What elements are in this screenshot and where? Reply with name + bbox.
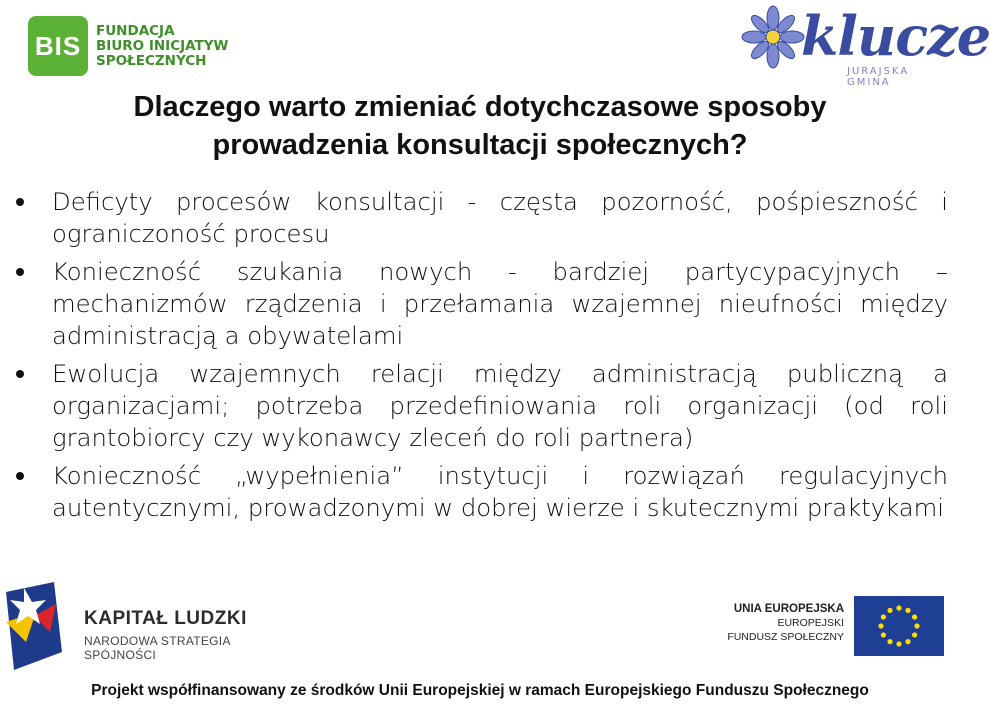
bullet-dot-icon (16, 268, 24, 276)
slide-title (60, 88, 900, 164)
bullet-item (16, 460, 948, 524)
kapital-ludzki-logo (6, 582, 296, 672)
eu-logo-text (704, 602, 844, 644)
bullet-text: Konieczność „wypełnienia” instytucji i rozwiązań regulacyjnych autentycznymi, prowadzonymi w dobrej wierze i skutecznymi praktykami (52, 461, 948, 522)
bis-logo-line-2: BIURO INICJATYW (96, 37, 229, 54)
eu-fund-line-1: EUROPEJSKI (777, 617, 844, 629)
bullet-text: Ewolucja wzajemnych relacji między administracją publiczną a organizacjami; potrzeba przedefiniowania roli organizacji (od roli grantobiorcy czy wykonawcy zleceń do roli partnera) (52, 359, 948, 452)
klucze-gmina-logo (743, 2, 990, 88)
kapital-ludzki-name: KAPITAŁ LUDZKI (84, 608, 247, 629)
eu-union-label: UNIA EUROPEJSKA (733, 603, 844, 615)
bis-logo-mark: BIS (28, 16, 88, 76)
slide-title-line-2: prowadzenia konsultacji społecznych? (212, 129, 748, 161)
footer-cofinancing-note: Projekt współfinansowany ze środków Unii Europejskiej w ramach Europejskiego Funduszu Społecznego (91, 682, 869, 699)
bullet-item (16, 186, 948, 250)
flower-icon (743, 6, 803, 68)
bullet-text: Deficyty procesów konsultacji - częsta pozorność, pośpieszność i ograniczoność procesu (52, 187, 948, 248)
bullet-item (16, 358, 948, 454)
bullet-item (16, 256, 948, 352)
bullet-list (16, 186, 948, 530)
bis-logo-text (96, 24, 228, 69)
bis-foundation-logo (28, 16, 228, 76)
bullet-dot-icon (16, 370, 24, 378)
klucze-subtitle: JURAJSKA GMINA (847, 66, 910, 88)
eu-social-fund-logo (704, 594, 946, 668)
kapital-ludzki-star-icon (6, 582, 78, 672)
klucze-wordmark: klucze (801, 4, 990, 68)
bullet-dot-icon (16, 472, 24, 480)
bis-logo-line-1: FUNDACJA (96, 22, 175, 39)
bullet-dot-icon (16, 198, 24, 206)
bullet-text: Konieczność szukania nowych - bardziej partycypacyjnych – mechanizmów rządzenia i przełamania wzajemnej nieufności między administracją a obywatelami (52, 257, 948, 350)
kapital-ludzki-subtitle: NARODOWA STRATEGIA SPÓJNOŚCI (84, 634, 231, 662)
slide-title-line-1: Dlaczego warto zmieniać dotychczasowe sposoby (133, 91, 827, 123)
eu-fund-line-2: FUNDUSZ SPOŁECZNY (727, 631, 844, 643)
bis-logo-line-3: SPOŁECZNYCH (96, 52, 207, 69)
eu-flag-icon (854, 596, 944, 656)
